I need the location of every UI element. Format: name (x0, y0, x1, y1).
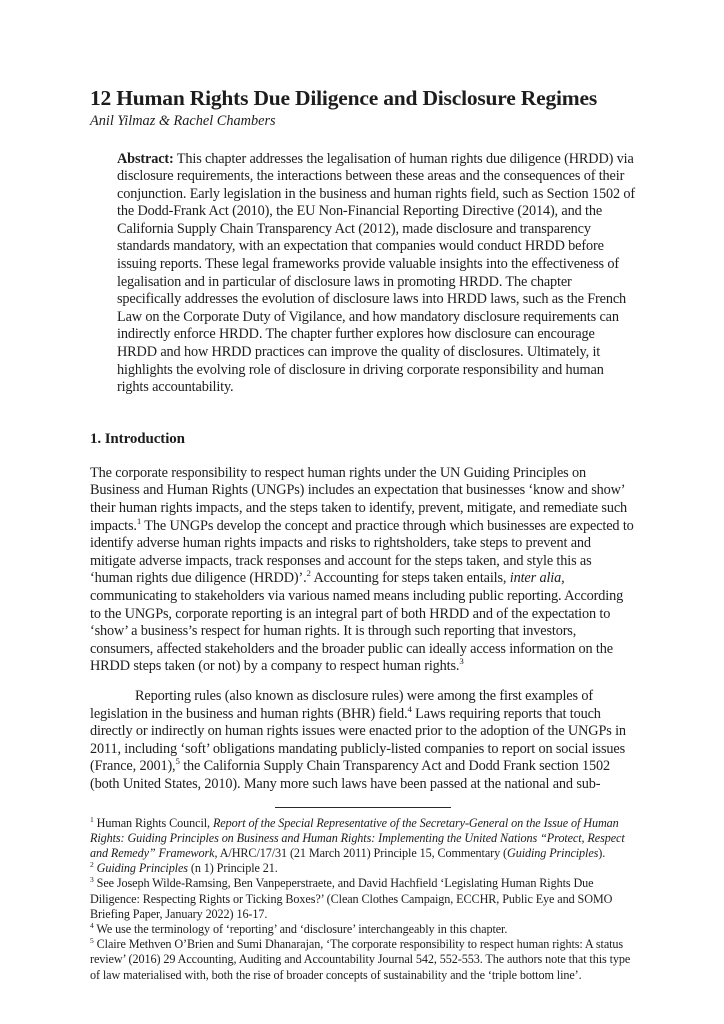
authors: Anil Yilmaz & Rachel Chambers (90, 113, 276, 130)
chapter-title: 12 Human Rights Due Diligence and Disclosure Regimes (90, 86, 597, 110)
abstract-paragraph: Abstract: This chapter addresses the legalisation of human rights due diligence (HRDD) via disclosure requirements, the interactions between these areas and the consequences of their conjunction. Early legislation in the business and human rights field, such as Section 1502 of the Dodd-Frank Act (2010), the EU Non-Financial Reporting Directive (2014), and the California Supply Chain Transparency Act (2012), made disclosure and transparency standards mandatory, with an expectation that companies would conduct HRDD before issuing reports. These legal frameworks provide valuable insights into the effectiveness of legalisation and in particular of disclosure laws in promoting HRDD. The chapter specifically addresses the evolution of disclosure laws into HRDD laws, such as the French Law on the Corporate Duty of Vigilance, and how mandatory disclosure requirements can indirectly enforce HRDD. The chapter further explores how disclosure can encourage HRDD and how HRDD practices can improve the quality of disclosures. Ultimately, it highlights the evolving role of disclosure in driving corporate responsibility and human rights accountability. (117, 150, 635, 396)
footnote-2: $^2$ Guiding Principles (n 1) Principle 21. (90, 860, 278, 876)
footnote-separator-rule (275, 807, 451, 808)
footnote-3: $^3$ See Joseph Wilde-Ramsing, Ben Vanpeperstraete, and David Hachfield ‘Legislating Human Rights Due Diligence: Respecting Rights or Ticking Boxes?’ (Clean Clothes Campaign, ECCHR, Public Eye and SOMO Briefing Paper, January 2022) 16-17. (90, 875, 613, 921)
footnote-1: $^1$ Human Rights Council, Report of the Special Representative of the Secretary-General on the Issue of Human Rights: Guiding Principles on Business and Human Rights: Implementing the United Nations “Protect, Respect and Remedy” Framework, A/HRC/17/31 (21 March 2011) Principle 15, Commentary (Guiding Principles). (90, 814, 625, 860)
footnote-4: $^4$ We use the terminology of ‘reporting’ and ‘disclosure’ interchangeably in this chapter. (90, 920, 508, 936)
intro-paragraph-1: The corporate responsibility to respect human rights under the UN Guiding Principles on Business and Human Rights (UNGPs) includes an expectation that businesses ‘know and show’ their human rights impacts, and the steps taken to identify, prevent, mitigate, and remediate such impacts.$^1$ The UNGPs develop the concept and practice through which businesses are expected to identify adverse human rights impacts and risks to rightsholders, take steps to prevent and mitigate adverse impacts, track responses and account for the steps taken, and style this as ‘human rights due diligence (HRDD)’.$^2$ Accounting for steps taken entails, inter alia, communicating to stakeholders via various named means including public reporting. According to the UNGPs, corporate reporting is an integral part of both HRDD and of the expectation to ‘show’ a business’s respect for human rights. It is through such reporting that investors, consumers, affected stakeholders and the broader public can ideally access information on the HRDD steps taken (or not) by a company to respect human rights.$^3$ (90, 464, 634, 675)
footnotes-block (90, 816, 636, 983)
page-content (90, 86, 636, 983)
footnote-5: $^5$ Claire Methven O’Brien and Sumi Dhanarajan, ‘The corporate responsibility to respect human rights: A status review’ (2016) 29 Accounting, Auditing and Accountability Journal 542, 552-553. The authors note that this type of law materialised with, both the rise of broader concepts of sustainability and the ‘triple bottom line’. (90, 936, 631, 982)
section-heading-introduction: 1. Introduction (90, 430, 185, 447)
intro-paragraph-2: Reporting rules (also known as disclosure rules) were among the first examples of legislation in the business and human rights (BHR) field.$^4$ Laws requiring reports that touch directly or indirectly on human rights issues were enacted prior to the adoption of the UNGPs in 2011, including ‘soft’ obligations mandating publicly-listed companies to report on social issues (France, 2001),$^5$ the California Supply Chain Transparency Act and Dodd Frank section 1502 (both United States, 2010). Many more such laws have been passed at the national and sub- (90, 687, 626, 792)
